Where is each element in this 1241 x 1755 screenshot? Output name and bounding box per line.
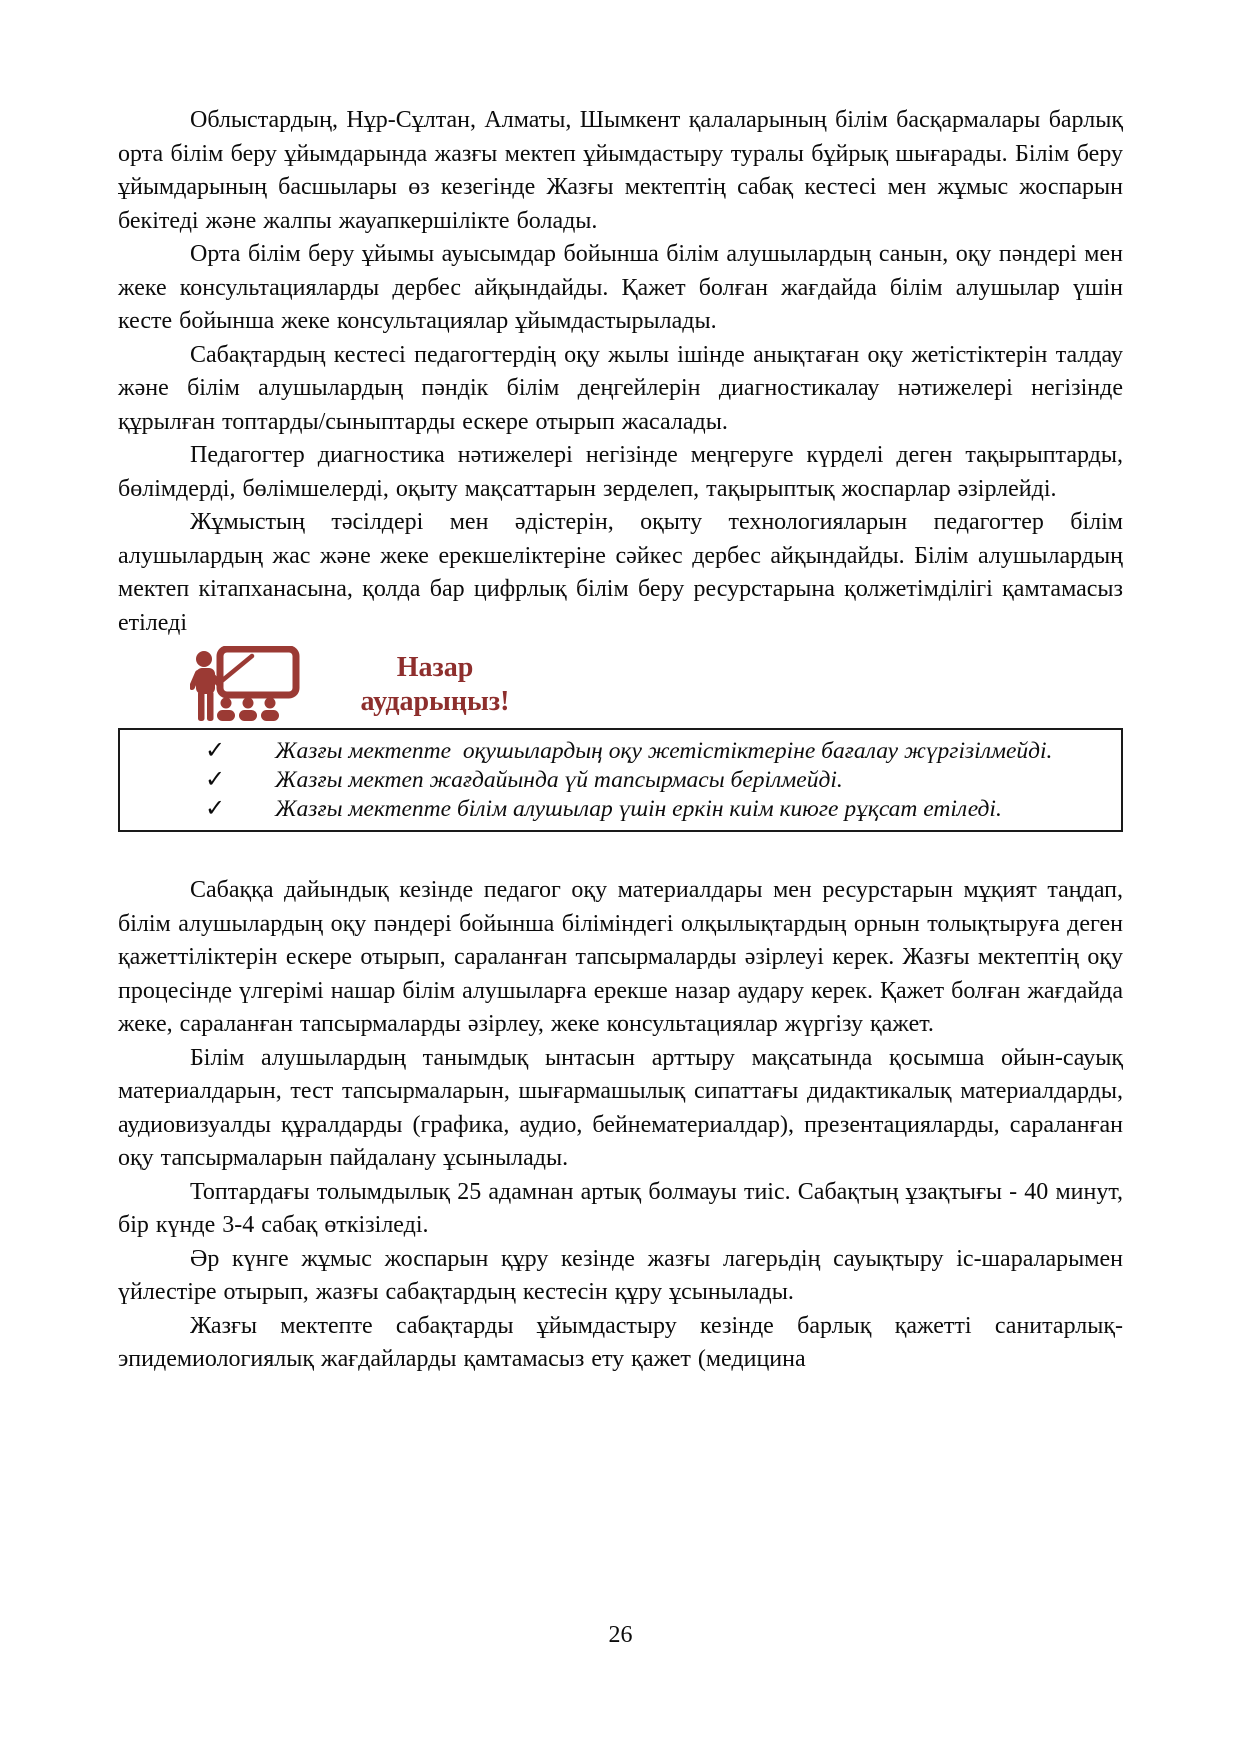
body-paragraph: Әр күнге жұмыс жоспарын құру кезінде жазғы лагерьдің сауықтыру іс-шараларымен үйлестіре отырып, жазғы сабақтардың кестесін құру ұсынылады. [118,1245,1123,1305]
checkmark-icon: ✓ [205,738,226,764]
presenter-at-board-icon [190,646,302,724]
page-number: 26 [608,1622,633,1648]
list-item-text: Жазғы мектепте білім алушылар үшін еркін киім киюге рұқсат етіледі. [275,796,1002,822]
attention-callout [190,645,1123,725]
page-content [118,104,1123,1377]
body-paragraph: Облыстардың, Нұр-Сұлтан, Алматы, Шымкент қалаларының білім басқармалары барлық орта білім беру ұйымдарында жазғы мектеп ұйымдастыру туралы бұйрық шығарады. Білім беру ұйымдарының басшылары өз кезегінде Жазғы мектептің сабақ кестесі мен жұмыс жоспарын бекітеді және жалпы жауапкершілікте болады. [118,107,1123,234]
body-paragraph: Жазғы мектепте сабақтарды ұйымдастыру кезінде барлық қажетті санитарлық-эпидемиологиялық жағдайларды қамтамасыз ету қажет (медицина [118,1312,1123,1372]
body-paragraph: Топтардағы толымдылық 25 адамнан артық болмауы тиіс. Сабақтың ұзақтығы - 40 минут, бір күнде 3-4 сабақ өткізіледі. [118,1178,1123,1238]
body-paragraph: Жұмыстың тәсілдері мен әдістерін, оқыту технологияларын педагогтер білім алушылардың жас және жеке ерекшеліктеріне сәйкес дербес айқындайды. Білім алушылардың мектеп кітапханасына, қолда бар цифрлық білім беру ресурстарына қолжетімділігі қамтамасыз етіледі [118,509,1123,636]
body-paragraph: Сабақтардың кестесі педагогтердің оқу жылы ішінде анықтаған оқу жетістіктерін талдау және білім алушылардың пәндік білім деңгейлерін диагностикалау нәтижелері негізінде құрылған топтарды/сыныптарды ескере отырып жасалады. [118,341,1123,435]
list-item-text: Жазғы мектепте оқушылардың оқу жетістіктеріне бағалау жүргізілмейді. [275,738,1053,764]
rules-callout-box [118,728,1123,832]
body-paragraph: Педагогтер диагностика нәтижелері негізінде меңгеруге күрделі деген тақырыптарды, бөлімдерді, бөлімшелерді, оқыту мақсаттарын зерделеп, тақырыптық жоспарлар әзірлейді. [118,442,1123,502]
checkmark-icon: ✓ [205,767,226,793]
body-paragraph: Орта білім беру ұйымы ауысымдар бойынша білім алушылардың санын, оқу пәндері мен жеке консультацияларды дербес айқындайды. Қажет болған жағдайда білім алушылар үшін кесте бойынша жеке консультациялар ұйымдастырылады. [118,241,1123,334]
section-after-box [118,874,1123,1377]
body-paragraph: Білім алушылардың танымдық ынтасын арттыру мақсатында қосымша ойын-сауық материалдарын, тест тапсырмаларын, шығармашылық сипаттағы дидактикалық материалдарды, аудиовизуалды құралдарды (графика, аудио, бейнематериалдар), презентацияларды, сараланған оқу тапсырмаларын пайдалану ұсынылады. [118,1044,1123,1171]
body-paragraph: Сабаққа дайындық кезінде педагог оқу материалдары мен ресурстарын мұқият таңдап, білім алушылардың оқу пәндері бойынша біліміндегі олқылықтардың орнын толықтыруға деген қажеттіліктерін ескере отырып, сараланған тапсырмаларды әзірлеуі керек. Жазғы мектептің оқу процесінде үлгерімі нашар білім алушыларға ерекше назар аудару керек. Қажет болған жағдайда жеке, сараланған тапсырмаларды әзірлеу, жеке консультациялар жүргізу қажет. [118,877,1123,1037]
list-item-text: Жазғы мектеп жағдайында үй тапсырмасы берілмейді. [275,767,843,793]
list-item [205,766,1115,795]
checkmark-icon: ✓ [205,796,226,822]
list-item [205,795,1115,824]
list-item [205,737,1115,766]
attention-caption: Назар аударыңыз! [360,652,510,717]
